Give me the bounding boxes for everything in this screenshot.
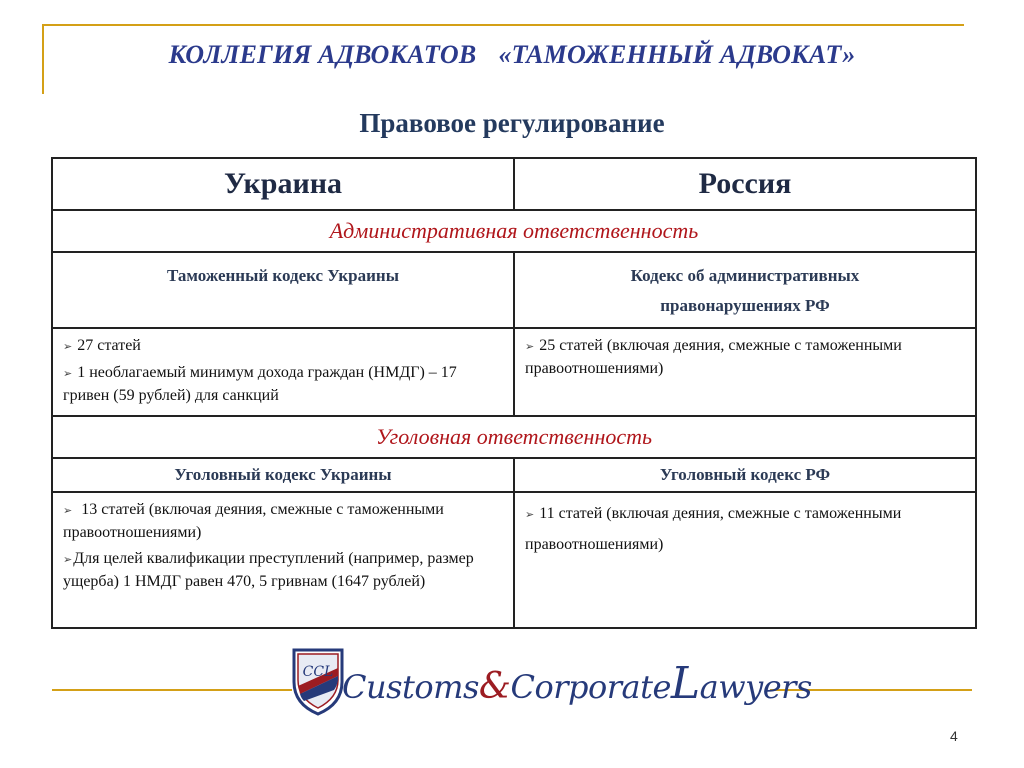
russia-criminal-code: Уголовный кодекс РФ bbox=[514, 458, 976, 492]
arrow-bullet-icon: ➢ bbox=[63, 341, 73, 353]
list-item: ➢ 25 статей (включая деяния, смежные с таможенными правоотношениями) bbox=[525, 337, 902, 377]
arrow-bullet-icon: ➢ bbox=[525, 509, 535, 521]
column-header-russia: Россия bbox=[514, 158, 976, 210]
arrow-bullet-icon: ➢ bbox=[63, 505, 73, 517]
section-row-admin bbox=[52, 210, 976, 252]
section-row-criminal bbox=[52, 416, 976, 458]
company-logo bbox=[290, 644, 812, 720]
list-item: ➢ 27 статей bbox=[63, 337, 141, 354]
page-number: 4 bbox=[950, 728, 958, 744]
frame-top-line bbox=[42, 24, 964, 26]
org-header bbox=[0, 40, 1024, 70]
list-item: ➢Для целей квалификации преступлений (например, размер ущерба) 1 НМДГ равен 470, 5 гривнам (1647 рублей) bbox=[63, 550, 474, 590]
logo-ampersand: & bbox=[478, 666, 511, 707]
russia-admin-code bbox=[514, 252, 976, 328]
russia-criminal-items bbox=[514, 492, 976, 628]
ukraine-admin-code: Таможенный кодекс Украины bbox=[52, 252, 514, 328]
russia-admin-items bbox=[514, 328, 976, 416]
column-header-ukraine: Украина bbox=[52, 158, 514, 210]
logo-wordmark bbox=[342, 658, 812, 709]
shield-letters: CCL bbox=[302, 664, 334, 680]
arrow-bullet-icon: ➢ bbox=[63, 368, 73, 380]
list-item: ➢ 11 статей (включая деяния, смежные с таможенными правоотношениями) bbox=[525, 505, 902, 553]
shield-icon bbox=[290, 646, 346, 716]
table-row bbox=[52, 328, 976, 416]
org-name: КОЛЛЕГИЯ АДВОКАТОВ bbox=[168, 40, 477, 69]
org-quoted-name: «ТАМОЖЕННЫЙ АДВОКАТ» bbox=[498, 40, 856, 69]
russia-admin-code-line2: правонарушениях РФ bbox=[660, 296, 830, 315]
section-title-admin: Административная ответственность bbox=[52, 210, 976, 252]
section-title-criminal: Уголовная ответственность bbox=[52, 416, 976, 458]
russia-admin-code-line1: Кодекс об административных bbox=[630, 266, 860, 285]
list-item: ➢ 1 необлагаемый минимум дохода граждан (НМДГ) – 17 гривен (59 рублей) для санкций bbox=[63, 364, 457, 404]
ukraine-criminal-code: Уголовный кодекс Украины bbox=[52, 458, 514, 492]
regulation-table bbox=[51, 157, 977, 629]
table-row bbox=[52, 252, 976, 328]
logo-word-corporate: Corporate bbox=[510, 668, 671, 706]
logo-initial-l: L bbox=[670, 658, 700, 709]
arrow-bullet-icon: ➢ bbox=[63, 554, 73, 566]
table-row bbox=[52, 458, 976, 492]
logo-word-lawyers: awyers bbox=[699, 668, 812, 706]
slide-title: Правовое регулирование bbox=[359, 108, 665, 138]
table-row bbox=[52, 492, 976, 628]
table-header-row bbox=[52, 158, 976, 210]
logo-line-left bbox=[52, 689, 292, 691]
logo-word-customs: Customs bbox=[342, 668, 479, 706]
list-item: ➢ 13 статей (включая деяния, смежные с таможенными правоотношениями) bbox=[63, 501, 444, 541]
ukraine-criminal-items bbox=[52, 492, 514, 628]
ukraine-admin-items bbox=[52, 328, 514, 416]
arrow-bullet-icon: ➢ bbox=[525, 341, 535, 353]
